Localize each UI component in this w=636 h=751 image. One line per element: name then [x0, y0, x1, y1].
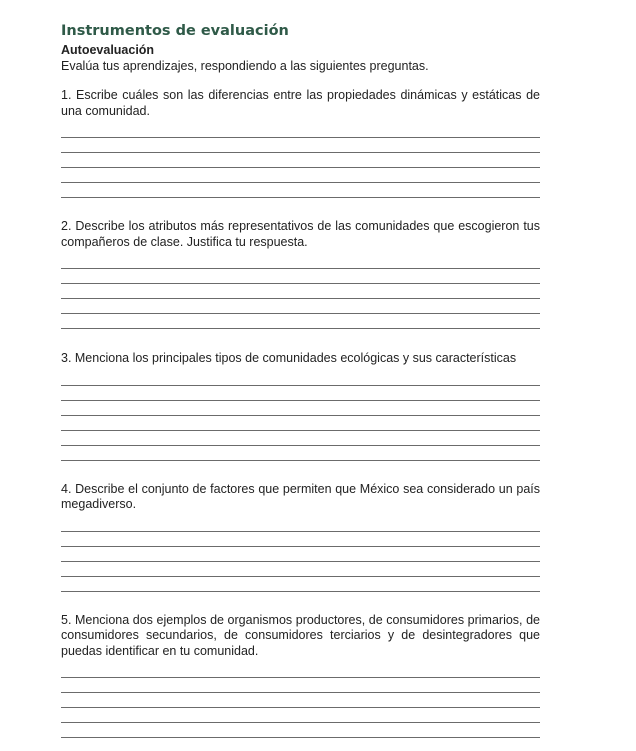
question-1: 1. Escribe cuáles son las diferencias entre las propiedades dinámicas y estáticas de una comunidad.	[61, 88, 540, 118]
subtitle: Autoevaluación	[61, 43, 155, 57]
answer-line[interactable]	[61, 401, 540, 416]
answer-lines-1[interactable]	[61, 123, 540, 198]
answer-line[interactable]	[61, 517, 540, 532]
question-4: 4. Describe el conjunto de factores que permiten que México sea considerado un país megadiverso.	[61, 481, 540, 511]
answer-line[interactable]	[61, 577, 540, 592]
section-title: Instrumentos de evaluación	[61, 23, 289, 39]
question-block-3	[61, 351, 540, 461]
answer-line[interactable]	[61, 708, 540, 723]
answer-line[interactable]	[61, 269, 540, 284]
answer-line[interactable]	[61, 547, 540, 562]
question-block-4	[61, 482, 540, 592]
answer-line[interactable]	[61, 153, 540, 168]
answer-lines-5[interactable]	[61, 663, 540, 738]
answer-line[interactable]	[61, 663, 540, 678]
answer-lines-3[interactable]	[61, 371, 540, 461]
intro-text: Evalúa tus aprendizajes, respondiendo a las siguientes preguntas.	[61, 59, 429, 73]
question-3: 3. Menciona los principales tipos de comunidades ecológicas y sus características	[61, 351, 517, 365]
answer-lines-2[interactable]	[61, 254, 540, 329]
answer-line[interactable]	[61, 693, 540, 708]
question-block-5	[61, 613, 540, 739]
answer-line[interactable]	[61, 183, 540, 198]
answer-line[interactable]	[61, 723, 540, 738]
answer-line[interactable]	[61, 123, 540, 138]
question-block-1	[61, 88, 540, 198]
answer-line[interactable]	[61, 532, 540, 547]
question-2: 2. Describe los atributos más representativos de las comunidades que escogieron tus compañeros de clase. Justifica tu respuesta.	[61, 219, 540, 249]
answer-line[interactable]	[61, 284, 540, 299]
answer-line[interactable]	[61, 562, 540, 577]
answer-line[interactable]	[61, 138, 540, 153]
answer-line[interactable]	[61, 299, 540, 314]
answer-line[interactable]	[61, 678, 540, 693]
evaluation-page	[61, 22, 540, 738]
answer-lines-4[interactable]	[61, 517, 540, 592]
answer-line[interactable]	[61, 446, 540, 461]
question-block-2	[61, 219, 540, 329]
answer-line[interactable]	[61, 386, 540, 401]
answer-line[interactable]	[61, 168, 540, 183]
answer-line[interactable]	[61, 254, 540, 269]
answer-line[interactable]	[61, 314, 540, 329]
answer-line[interactable]	[61, 416, 540, 431]
answer-line[interactable]	[61, 431, 540, 446]
question-5: 5. Menciona dos ejemplos de organismos productores, de consumidores primarios, de consumidores secundarios, de consumidores terciarios y de desintegradores que puedas identificar en tu comunidad.	[61, 612, 540, 658]
answer-line[interactable]	[61, 371, 540, 386]
